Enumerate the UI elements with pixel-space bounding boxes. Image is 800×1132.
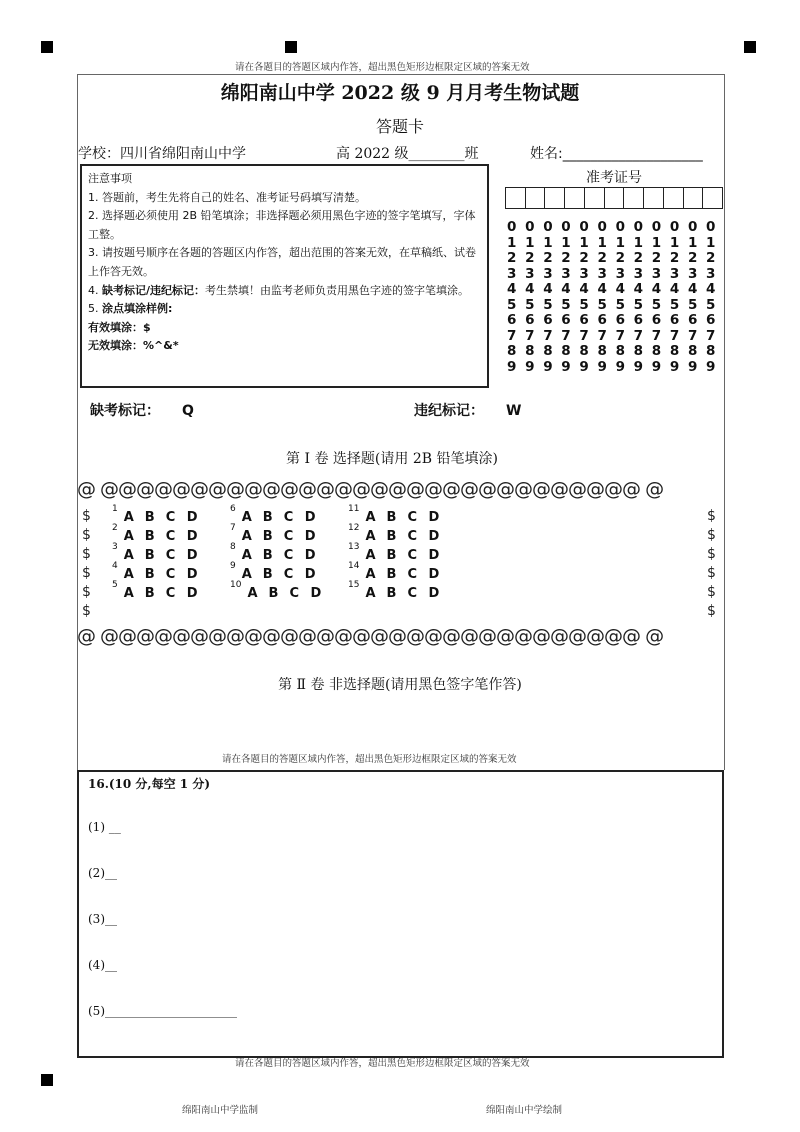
grade-class-field: 高 2022 级________班 bbox=[336, 146, 479, 162]
id-digit-bubble[interactable]: 9 bbox=[507, 358, 517, 375]
choice-option-c[interactable]: C bbox=[165, 510, 176, 526]
id-digit-bubble[interactable]: 6 bbox=[687, 312, 698, 328]
choice-option-c[interactable]: C bbox=[283, 548, 294, 564]
id-digit-bubble[interactable]: 9 bbox=[669, 358, 680, 375]
id-digit-bubble[interactable]: 2 bbox=[615, 250, 625, 266]
id-digit-bubble[interactable]: 4 bbox=[561, 281, 571, 297]
choice-option-a[interactable]: A bbox=[241, 548, 252, 564]
choice-option-a[interactable]: A bbox=[247, 586, 258, 602]
choice-option-d[interactable]: D bbox=[186, 567, 198, 583]
id-digit-bubble[interactable]: 0 bbox=[507, 219, 517, 235]
id-digit-bubble[interactable]: 3 bbox=[651, 265, 662, 282]
notice-item-1: 1. 答题前，考生先将自己的姓名、准考证号码填写清楚。 bbox=[88, 190, 366, 204]
id-digit-bubble[interactable]: 9 bbox=[615, 358, 625, 375]
notice-banner-mid: 请在各题目的答题区域内作答，超出黑色矩形边框限定区域的答案无效 bbox=[222, 754, 517, 765]
id-digit-row bbox=[507, 344, 724, 360]
id-digit-bubble[interactable]: 8 bbox=[706, 343, 716, 359]
id-digit-bubble[interactable]: 4 bbox=[687, 281, 698, 297]
id-digit-bubble[interactable]: 5 bbox=[706, 296, 716, 313]
choice-option-b[interactable]: B bbox=[386, 529, 397, 545]
choice-option-d[interactable]: D bbox=[186, 510, 198, 526]
question-number: 12 bbox=[348, 523, 360, 533]
footer-right: 绵阳南山中学绘制 bbox=[486, 1105, 563, 1116]
id-digit-bubble[interactable]: 4 bbox=[706, 281, 716, 297]
id-digit-bubble[interactable]: 8 bbox=[597, 343, 607, 359]
choice-option-c[interactable]: C bbox=[283, 529, 294, 545]
choice-question bbox=[348, 580, 449, 602]
id-digit-bubble[interactable]: 9 bbox=[543, 358, 553, 375]
choice-option-d[interactable]: D bbox=[304, 510, 316, 526]
id-digit-bubble[interactable]: 6 bbox=[561, 312, 571, 328]
id-digit-bubble[interactable]: 3 bbox=[597, 265, 607, 282]
choice-option-b[interactable]: B bbox=[386, 567, 397, 583]
id-digit-row bbox=[507, 329, 724, 345]
choice-option-a[interactable]: A bbox=[365, 510, 376, 526]
exam-id-boxes[interactable] bbox=[505, 187, 723, 209]
choice-option-d[interactable]: D bbox=[304, 567, 316, 583]
q16-blank-4[interactable]: (4)__ bbox=[88, 958, 117, 972]
id-digit-bubble[interactable]: 7 bbox=[543, 327, 553, 344]
id-digit-bubble[interactable]: 9 bbox=[633, 358, 644, 375]
choice-option-a[interactable]: A bbox=[365, 548, 376, 564]
choice-option-b[interactable]: B bbox=[144, 548, 155, 564]
choice-option-b[interactable]: B bbox=[386, 510, 397, 526]
id-digit-bubble[interactable]: 5 bbox=[579, 296, 589, 313]
choice-question bbox=[230, 542, 326, 564]
notice-item-3: 3. 请按题号顺序在各题的答题区内作答，超出范围的答案无效，在草稿纸、试卷上作答无效。 bbox=[88, 246, 476, 278]
id-digit-bubble[interactable]: 1 bbox=[615, 234, 625, 251]
choice-question bbox=[230, 504, 326, 526]
id-digit-bubble[interactable]: 0 bbox=[579, 219, 589, 235]
page-subtitle: 答题卡 bbox=[375, 117, 424, 136]
id-digit-bubble[interactable]: 6 bbox=[543, 312, 553, 328]
question-number: 1 bbox=[112, 504, 118, 514]
choice-option-d[interactable]: D bbox=[428, 548, 440, 564]
timing-dollar-mark: $ bbox=[82, 546, 91, 562]
id-digit-bubble[interactable]: 8 bbox=[687, 343, 698, 359]
id-digit-bubble[interactable]: 5 bbox=[687, 296, 698, 313]
registration-mark-top-left bbox=[41, 41, 53, 53]
id-digit-bubble[interactable]: 8 bbox=[633, 343, 644, 359]
id-digit-bubble[interactable]: 0 bbox=[669, 219, 680, 235]
id-digit-bubble[interactable]: 6 bbox=[706, 312, 716, 328]
choice-question bbox=[112, 542, 208, 564]
question-number: 10 bbox=[230, 580, 242, 590]
id-digit-bubble[interactable]: 9 bbox=[597, 358, 607, 375]
id-digit-bubble[interactable]: 4 bbox=[651, 281, 662, 297]
id-digit-bubble[interactable]: 4 bbox=[633, 281, 644, 297]
id-digit-bubble[interactable]: 3 bbox=[525, 265, 535, 282]
id-digit-row bbox=[507, 220, 724, 236]
question-number: 13 bbox=[348, 542, 360, 552]
choice-question bbox=[112, 580, 208, 602]
choice-question bbox=[348, 504, 449, 526]
id-digit-bubble[interactable]: 0 bbox=[525, 219, 535, 235]
question-number: 14 bbox=[348, 561, 360, 571]
choice-option-a[interactable]: A bbox=[123, 548, 134, 564]
q16-blank-1[interactable]: (1) __ bbox=[88, 820, 121, 834]
registration-mark-bottom-left bbox=[41, 1074, 53, 1086]
footer-left: 绵阳南山中学监制 bbox=[182, 1105, 259, 1116]
timing-dollar-mark: $ bbox=[82, 603, 91, 619]
choice-option-d[interactable]: D bbox=[428, 529, 440, 545]
page-title: 绵阳南山中学 2022 级 9 月月考生物试题 bbox=[220, 82, 580, 104]
question-number: 9 bbox=[230, 561, 236, 571]
id-digit-bubble[interactable]: 9 bbox=[561, 358, 571, 375]
id-digit-bubble[interactable]: 7 bbox=[525, 327, 535, 344]
choice-option-b[interactable]: B bbox=[144, 586, 155, 602]
registration-mark-top-center bbox=[285, 41, 297, 53]
choice-option-c[interactable]: C bbox=[407, 586, 417, 602]
id-digit-bubble[interactable]: 3 bbox=[579, 265, 589, 282]
school-label: 学校：四川省绵阳南山中学 bbox=[78, 146, 246, 162]
question-number: 11 bbox=[348, 504, 360, 514]
id-digit-bubble[interactable]: 7 bbox=[706, 327, 716, 344]
registration-mark-top-right bbox=[744, 41, 756, 53]
id-digit-bubble[interactable]: 6 bbox=[651, 312, 662, 328]
id-digit-bubble[interactable]: 7 bbox=[615, 327, 625, 344]
id-digit-bubble[interactable]: 2 bbox=[597, 250, 607, 266]
id-digit-bubble[interactable]: 5 bbox=[651, 296, 662, 313]
timing-dollar-mark: $ bbox=[82, 508, 91, 524]
choice-option-d[interactable]: D bbox=[304, 548, 316, 564]
id-digit-bubble[interactable]: 4 bbox=[597, 281, 607, 297]
id-digit-row bbox=[507, 282, 724, 298]
id-digit-bubble[interactable]: 8 bbox=[561, 343, 571, 359]
choice-option-d[interactable]: D bbox=[186, 586, 198, 602]
id-digit-bubble[interactable]: 6 bbox=[633, 312, 644, 328]
choice-option-b[interactable]: B bbox=[268, 586, 279, 602]
id-digit-bubble[interactable]: 9 bbox=[525, 358, 535, 375]
id-digit-row bbox=[507, 360, 724, 376]
choice-option-d[interactable]: D bbox=[428, 586, 440, 602]
id-digit-bubble[interactable]: 1 bbox=[633, 234, 644, 251]
exam-id-bubbles[interactable] bbox=[507, 220, 724, 375]
id-digit-bubble[interactable]: 7 bbox=[651, 327, 662, 344]
choice-option-d[interactable]: D bbox=[186, 529, 198, 545]
timing-dollar-mark: $ bbox=[82, 527, 91, 543]
id-digit-bubble[interactable]: 0 bbox=[615, 219, 625, 235]
id-digit-bubble[interactable]: 5 bbox=[615, 296, 625, 313]
id-digit-bubble[interactable]: 9 bbox=[706, 358, 716, 375]
id-digit-bubble[interactable]: 4 bbox=[615, 281, 625, 297]
id-digit-bubble[interactable]: 1 bbox=[561, 234, 571, 251]
choice-option-b[interactable]: B bbox=[262, 529, 273, 545]
timing-dollar-mark: $ bbox=[707, 527, 716, 543]
timing-dollar-mark: $ bbox=[707, 584, 716, 600]
id-digit-row bbox=[507, 267, 724, 283]
choice-option-b[interactable]: B bbox=[144, 510, 155, 526]
choice-option-c[interactable]: C bbox=[165, 548, 176, 564]
violation-marker[interactable]: 违纪标记： W bbox=[414, 403, 522, 419]
choice-option-b[interactable]: B bbox=[144, 529, 155, 545]
choice-option-c[interactable]: C bbox=[165, 529, 176, 545]
id-digit-bubble[interactable]: 5 bbox=[543, 296, 553, 313]
question-16-title: 16.(10 分,每空 1 分) bbox=[88, 777, 210, 791]
choice-option-b[interactable]: B bbox=[386, 548, 397, 564]
choice-option-c[interactable]: C bbox=[407, 567, 417, 583]
choice-option-b[interactable]: B bbox=[262, 548, 273, 564]
id-digit-bubble[interactable]: 2 bbox=[687, 250, 698, 266]
notice-item-4: 4. 缺考标记/违纪标记：考生禁填！由监考老师负责用黑色字迹的签字笔填涂。 bbox=[88, 283, 470, 297]
id-digit-bubble[interactable]: 0 bbox=[633, 219, 644, 235]
choice-option-a[interactable]: A bbox=[123, 567, 134, 583]
id-digit-bubble[interactable]: 8 bbox=[615, 343, 625, 359]
id-digit-bubble[interactable]: 2 bbox=[579, 250, 589, 266]
question-number: 2 bbox=[112, 523, 118, 533]
choice-option-d[interactable]: D bbox=[428, 510, 440, 526]
id-digit-bubble[interactable]: 6 bbox=[615, 312, 625, 328]
timing-dollar-mark: $ bbox=[707, 603, 716, 619]
choice-option-a[interactable]: A bbox=[241, 529, 252, 545]
choice-option-a[interactable]: A bbox=[123, 529, 134, 545]
id-digit-bubble[interactable]: 6 bbox=[525, 312, 535, 328]
id-digit-bubble[interactable]: 3 bbox=[561, 265, 571, 282]
id-digit-bubble[interactable]: 3 bbox=[633, 265, 644, 282]
id-digit-bubble[interactable]: 7 bbox=[669, 327, 680, 344]
absent-marker[interactable]: 缺考标记： Q bbox=[90, 403, 194, 419]
id-digit-bubble[interactable]: 4 bbox=[525, 281, 535, 297]
choice-question bbox=[230, 523, 326, 545]
id-digit-bubble[interactable]: 6 bbox=[579, 312, 589, 328]
id-digit-bubble[interactable]: 1 bbox=[651, 234, 662, 251]
notice-banner-top: 请在各题目的答题区域内作答，超出黑色矩形边框限定区域的答案无效 bbox=[235, 62, 530, 73]
choice-option-a[interactable]: A bbox=[123, 586, 134, 602]
id-digit-bubble[interactable]: 9 bbox=[687, 358, 698, 375]
id-digit-bubble[interactable]: 2 bbox=[633, 250, 644, 266]
question-number: 4 bbox=[112, 561, 118, 571]
id-digit-bubble[interactable]: 7 bbox=[687, 327, 698, 344]
section-2-title: 第 Ⅱ 卷 非选择题(请用黑色签字笔作答) bbox=[278, 677, 522, 693]
id-digit-bubble[interactable]: 2 bbox=[561, 250, 571, 266]
question-number: 7 bbox=[230, 523, 236, 533]
timing-row-top: @ @@@@@@@@@@@@@@@@@@@@@@@@@@@@@@ @ bbox=[77, 478, 664, 500]
id-digit-bubble[interactable]: 7 bbox=[579, 327, 589, 344]
id-digit-bubble[interactable]: 0 bbox=[543, 219, 553, 235]
notice-item-5: 5. 涂点填涂样例: bbox=[88, 302, 173, 316]
choice-option-c[interactable]: C bbox=[407, 529, 417, 545]
id-digit-bubble[interactable]: 8 bbox=[525, 343, 535, 359]
choice-option-d[interactable]: D bbox=[186, 548, 198, 564]
valid-fill-sample: 有效填涂：$ bbox=[88, 320, 151, 334]
choice-option-c[interactable]: C bbox=[165, 586, 176, 602]
id-digit-bubble[interactable]: 2 bbox=[706, 250, 716, 266]
id-digit-bubble[interactable]: 6 bbox=[507, 312, 517, 328]
choice-option-b[interactable]: B bbox=[386, 586, 397, 602]
id-digit-bubble[interactable]: 7 bbox=[561, 327, 571, 344]
id-digit-bubble[interactable]: 5 bbox=[633, 296, 644, 313]
id-digit-bubble[interactable]: 3 bbox=[507, 265, 517, 282]
q16-blank-3[interactable]: (3)__ bbox=[88, 912, 117, 926]
id-digit-bubble[interactable]: 1 bbox=[507, 234, 517, 251]
id-digit-bubble[interactable]: 8 bbox=[507, 343, 517, 359]
id-digit-bubble[interactable]: 2 bbox=[525, 250, 535, 266]
id-digit-bubble[interactable]: 3 bbox=[687, 265, 698, 282]
question-number: 5 bbox=[112, 580, 118, 590]
id-digit-bubble[interactable]: 1 bbox=[706, 234, 716, 251]
timing-dollar-mark: $ bbox=[707, 565, 716, 581]
id-digit-bubble[interactable]: 2 bbox=[669, 250, 680, 266]
id-digit-bubble[interactable]: 5 bbox=[525, 296, 535, 313]
choice-option-c[interactable]: C bbox=[283, 567, 294, 583]
id-digit-bubble[interactable]: 4 bbox=[669, 281, 680, 297]
question-number: 15 bbox=[348, 580, 360, 590]
id-digit-bubble[interactable]: 7 bbox=[633, 327, 644, 344]
id-digit-bubble[interactable]: 4 bbox=[579, 281, 589, 297]
id-digit-bubble[interactable]: 1 bbox=[687, 234, 698, 251]
choice-option-c[interactable]: C bbox=[289, 586, 299, 602]
choice-option-a[interactable]: A bbox=[365, 586, 376, 602]
q16-blank-5[interactable]: (5)______________________ bbox=[88, 1004, 237, 1018]
notice-heading: 注意事项 bbox=[88, 172, 132, 185]
choice-question bbox=[112, 523, 208, 545]
choice-option-a[interactable]: A bbox=[241, 510, 252, 526]
id-digit-bubble[interactable]: 8 bbox=[579, 343, 589, 359]
id-digit-bubble[interactable]: 2 bbox=[507, 250, 517, 266]
id-digit-row bbox=[507, 298, 724, 314]
section-1-title: 第 Ⅰ 卷 选择题(请用 2B 铅笔填涂) bbox=[286, 451, 498, 467]
id-digit-bubble[interactable]: 0 bbox=[651, 219, 662, 235]
timing-row-bottom: @ @@@@@@@@@@@@@@@@@@@@@@@@@@@@@@ @ bbox=[77, 625, 664, 647]
choice-option-b[interactable]: B bbox=[262, 510, 273, 526]
choice-option-c[interactable]: C bbox=[407, 510, 417, 526]
invalid-fill-sample: 无效填涂：%^&* bbox=[88, 339, 179, 353]
id-digit-row bbox=[507, 251, 724, 267]
id-digit-bubble[interactable]: 5 bbox=[669, 296, 680, 313]
id-digit-bubble[interactable]: 1 bbox=[525, 234, 535, 251]
choice-option-d[interactable]: D bbox=[304, 529, 316, 545]
id-digit-bubble[interactable]: 0 bbox=[597, 219, 607, 235]
choice-option-a[interactable]: A bbox=[365, 567, 376, 583]
id-digit-bubble[interactable]: 3 bbox=[706, 265, 716, 282]
id-digit-bubble[interactable]: 1 bbox=[579, 234, 589, 251]
timing-dollar-mark: $ bbox=[82, 565, 91, 581]
id-digit-bubble[interactable]: 5 bbox=[507, 296, 517, 313]
notice-banner-bottom: 请在各题目的答题区域内作答，超出黑色矩形边框限定区域的答案无效 bbox=[235, 1058, 530, 1069]
choice-question bbox=[112, 504, 208, 526]
id-digit-bubble[interactable]: 5 bbox=[561, 296, 571, 313]
id-digit-bubble[interactable]: 4 bbox=[543, 281, 553, 297]
id-digit-bubble[interactable]: 9 bbox=[579, 358, 589, 375]
question-number: 8 bbox=[230, 542, 236, 552]
choice-option-c[interactable]: C bbox=[165, 567, 176, 583]
id-digit-bubble[interactable]: 7 bbox=[507, 327, 517, 344]
timing-dollar-mark: $ bbox=[707, 546, 716, 562]
id-digit-bubble[interactable]: 8 bbox=[543, 343, 553, 359]
choice-option-a[interactable]: A bbox=[241, 567, 252, 583]
id-digit-bubble[interactable]: 0 bbox=[687, 219, 698, 235]
id-digit-bubble[interactable]: 1 bbox=[543, 234, 553, 251]
timing-dollar-mark: $ bbox=[82, 584, 91, 600]
id-digit-bubble[interactable]: 0 bbox=[561, 219, 571, 235]
notice-box bbox=[80, 164, 489, 388]
choice-option-c[interactable]: C bbox=[407, 548, 417, 564]
name-field: 姓名:____________________ bbox=[530, 146, 703, 162]
id-digit-bubble[interactable]: 3 bbox=[615, 265, 625, 282]
choice-question bbox=[230, 580, 331, 602]
choice-question bbox=[112, 561, 208, 583]
id-digit-bubble[interactable]: 6 bbox=[669, 312, 680, 328]
id-digit-bubble[interactable]: 1 bbox=[669, 234, 680, 251]
id-digit-bubble[interactable]: 3 bbox=[543, 265, 553, 282]
choice-question bbox=[348, 561, 449, 583]
id-digit-bubble[interactable]: 4 bbox=[507, 281, 517, 297]
id-digit-row bbox=[507, 236, 724, 252]
id-digit-bubble[interactable]: 2 bbox=[543, 250, 553, 266]
id-digit-bubble[interactable]: 1 bbox=[597, 234, 607, 251]
q16-blank-2[interactable]: (2)__ bbox=[88, 866, 117, 880]
id-digit-bubble[interactable]: 0 bbox=[706, 219, 716, 235]
choice-question bbox=[348, 523, 449, 545]
choice-option-c[interactable]: C bbox=[283, 510, 294, 526]
question-number: 3 bbox=[112, 542, 118, 552]
choice-option-a[interactable]: A bbox=[123, 510, 134, 526]
id-digit-bubble[interactable]: 8 bbox=[651, 343, 662, 359]
choice-option-b[interactable]: B bbox=[144, 567, 155, 583]
choice-question bbox=[230, 561, 326, 583]
id-digit-bubble[interactable]: 3 bbox=[669, 265, 680, 282]
id-digit-bubble[interactable]: 5 bbox=[597, 296, 607, 313]
choice-option-a[interactable]: A bbox=[365, 529, 376, 545]
question-number: 6 bbox=[230, 504, 236, 514]
exam-id-label: 准考证号 bbox=[586, 170, 642, 186]
id-digit-row bbox=[507, 313, 724, 329]
choice-option-b[interactable]: B bbox=[262, 567, 273, 583]
choice-question bbox=[348, 542, 449, 564]
timing-dollar-mark: $ bbox=[707, 508, 716, 524]
id-digit-bubble[interactable]: 8 bbox=[669, 343, 680, 359]
id-digit-bubble[interactable]: 2 bbox=[651, 250, 662, 266]
notice-item-2: 2. 选择题必须使用 2B 铅笔填涂；非选择题必须用黑色字迹的签字笔填写，字体工整。 bbox=[88, 209, 476, 241]
id-digit-bubble[interactable]: 7 bbox=[597, 327, 607, 344]
choice-option-d[interactable]: D bbox=[428, 567, 440, 583]
id-digit-bubble[interactable]: 6 bbox=[597, 312, 607, 328]
id-digit-bubble[interactable]: 9 bbox=[651, 358, 662, 375]
choice-option-d[interactable]: D bbox=[310, 586, 322, 602]
